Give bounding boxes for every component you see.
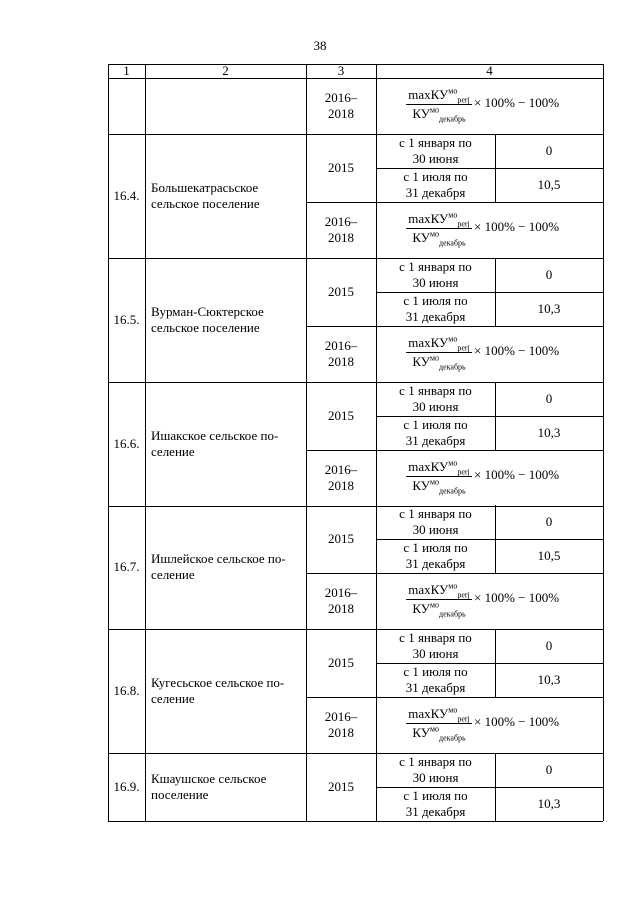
row-line xyxy=(108,134,603,135)
header-col-1: 1 xyxy=(123,63,130,78)
value-1: 0 xyxy=(545,267,553,282)
settlement-name: Кугесьское сельское по- селение xyxy=(151,675,285,706)
formula-numerator: maxКУ$^{мо}_{perj}$ xyxy=(408,705,470,724)
year-2015: 2015 xyxy=(328,408,354,423)
value-2: 10,3 xyxy=(537,796,561,811)
years-2016-2018: 2016– 2018 xyxy=(324,462,358,493)
column-line xyxy=(145,64,146,821)
value-2: 10,3 xyxy=(537,672,561,687)
header-col-4: 4 xyxy=(486,63,493,78)
formula-denominator: $КУ^{мо}_{декабрь}$ xyxy=(412,353,466,372)
formula-fraction xyxy=(406,209,472,249)
formula-fraction xyxy=(406,704,472,744)
formula-tail: × 100% − 100% xyxy=(474,714,560,729)
year-split-line xyxy=(306,697,603,698)
column-line xyxy=(306,64,307,821)
period-split-line xyxy=(376,787,603,788)
value-1: 0 xyxy=(545,143,553,158)
period-1: с 1 января по 30 июня xyxy=(399,135,472,166)
formula-tail: × 100% − 100% xyxy=(474,467,560,482)
value-column-line xyxy=(495,258,496,326)
year-2015: 2015 xyxy=(328,531,354,546)
period-split-line xyxy=(376,663,603,664)
section-number: 16.7. xyxy=(113,559,140,574)
period-split-line xyxy=(376,539,603,540)
period-split-line xyxy=(376,416,603,417)
formula-denominator: $КУ^{мо}_{декабрь}$ xyxy=(412,477,466,496)
value-1: 0 xyxy=(545,391,553,406)
formula-denominator: $КУ^{мо}_{декабрь}$ xyxy=(412,105,466,124)
page-number: 38 xyxy=(313,38,327,53)
formula xyxy=(378,85,602,129)
period-2: с 1 июля по 31 декабря xyxy=(403,664,468,695)
value-1: 0 xyxy=(545,514,553,529)
period-1: с 1 января по 30 июня xyxy=(399,383,472,414)
formula-tail: × 100% − 100% xyxy=(474,343,560,358)
settlement-name: Ишлейское сельское по- селение xyxy=(151,551,286,582)
formula-tail: × 100% − 100% xyxy=(474,95,560,110)
value-column-line xyxy=(495,629,496,697)
formula-fraction xyxy=(406,457,472,497)
settlement-name: Ишакское сельское по- селение xyxy=(151,428,279,459)
year-2015: 2015 xyxy=(328,655,354,670)
formula-denominator: $КУ^{мо}_{декабрь}$ xyxy=(412,724,466,743)
section-bottom-line xyxy=(108,753,603,754)
year-2015: 2015 xyxy=(328,284,354,299)
period-split-line xyxy=(376,292,603,293)
section-number: 16.9. xyxy=(113,779,140,794)
formula xyxy=(378,209,602,253)
section-bottom-line xyxy=(108,506,603,507)
value-2: 10,5 xyxy=(537,548,561,563)
table-right-border xyxy=(603,64,604,821)
first-row-years: 2016– 2018 xyxy=(324,90,358,121)
settlement-name: Большекатрасьское сельское поселение xyxy=(151,180,260,211)
formula xyxy=(378,457,602,501)
period-2: с 1 июля по 31 декабря xyxy=(403,788,468,819)
year-split-line xyxy=(306,202,603,203)
year-2015: 2015 xyxy=(328,160,354,175)
section-number: 16.5. xyxy=(113,312,140,327)
year-split-line xyxy=(306,573,603,574)
value-1: 0 xyxy=(545,762,553,777)
settlement-name: Кшаушское сельское поселение xyxy=(151,771,267,802)
formula-numerator: maxКУ$^{мо}_{perj}$ xyxy=(408,334,470,353)
formula-numerator: maxКУ$^{мо}_{perj}$ xyxy=(408,458,470,477)
year-split-line xyxy=(306,326,603,327)
table-left-border xyxy=(108,64,109,821)
years-2016-2018: 2016– 2018 xyxy=(324,585,358,616)
value-2: 10,5 xyxy=(537,177,561,192)
section-bottom-line xyxy=(108,821,603,822)
value-column-line xyxy=(495,134,496,202)
period-1: с 1 января по 30 июня xyxy=(399,506,472,537)
formula xyxy=(378,580,602,624)
section-number: 16.8. xyxy=(113,683,140,698)
column-line xyxy=(376,64,377,821)
years-2016-2018: 2016– 2018 xyxy=(324,709,358,740)
section-bottom-line xyxy=(108,382,603,383)
year-2015: 2015 xyxy=(328,779,354,794)
period-split-line xyxy=(376,168,603,169)
formula-denominator: $КУ^{мо}_{декабрь}$ xyxy=(412,600,466,619)
header-col-2: 2 xyxy=(222,63,229,78)
formula-numerator: maxКУ$^{мо}_{perj}$ xyxy=(408,581,470,600)
formula xyxy=(378,333,602,377)
period-2: с 1 июля по 31 декабря xyxy=(403,293,468,324)
value-column-line xyxy=(495,753,496,821)
value-column-line xyxy=(495,382,496,450)
year-split-line xyxy=(306,450,603,451)
value-1: 0 xyxy=(545,638,553,653)
section-bottom-line xyxy=(108,629,603,630)
header-col-3: 3 xyxy=(337,63,345,78)
section-bottom-line xyxy=(108,258,603,259)
formula xyxy=(378,704,602,748)
period-2: с 1 июля по 31 декабря xyxy=(403,169,468,200)
formula-numerator: maxКУ$^{мо}_{perj}$ xyxy=(408,210,470,229)
value-2: 10,3 xyxy=(537,425,561,440)
section-number: 16.4. xyxy=(113,188,140,203)
formula-fraction xyxy=(406,580,472,620)
period-2: с 1 июля по 31 декабря xyxy=(403,540,468,571)
formula-fraction xyxy=(406,85,472,125)
section-number: 16.6. xyxy=(113,436,140,451)
formula-fraction xyxy=(406,333,472,373)
value-2: 10,3 xyxy=(537,301,561,316)
period-1: с 1 января по 30 июня xyxy=(399,754,472,785)
period-2: с 1 июля по 31 декабря xyxy=(403,417,468,448)
period-1: с 1 января по 30 июня xyxy=(399,630,472,661)
period-1: с 1 января по 30 июня xyxy=(399,259,472,290)
settlement-name: Вурман-Сюктерское сельское поселение xyxy=(151,304,264,335)
formula-numerator: maxКУ$^{мо}_{perj}$ xyxy=(408,86,470,105)
formula-tail: × 100% − 100% xyxy=(474,219,560,234)
formula-tail: × 100% − 100% xyxy=(474,590,560,605)
formula-denominator: $КУ^{мо}_{декабрь}$ xyxy=(412,229,466,248)
years-2016-2018: 2016– 2018 xyxy=(324,214,358,245)
value-column-line xyxy=(495,505,496,573)
years-2016-2018: 2016– 2018 xyxy=(324,338,358,369)
